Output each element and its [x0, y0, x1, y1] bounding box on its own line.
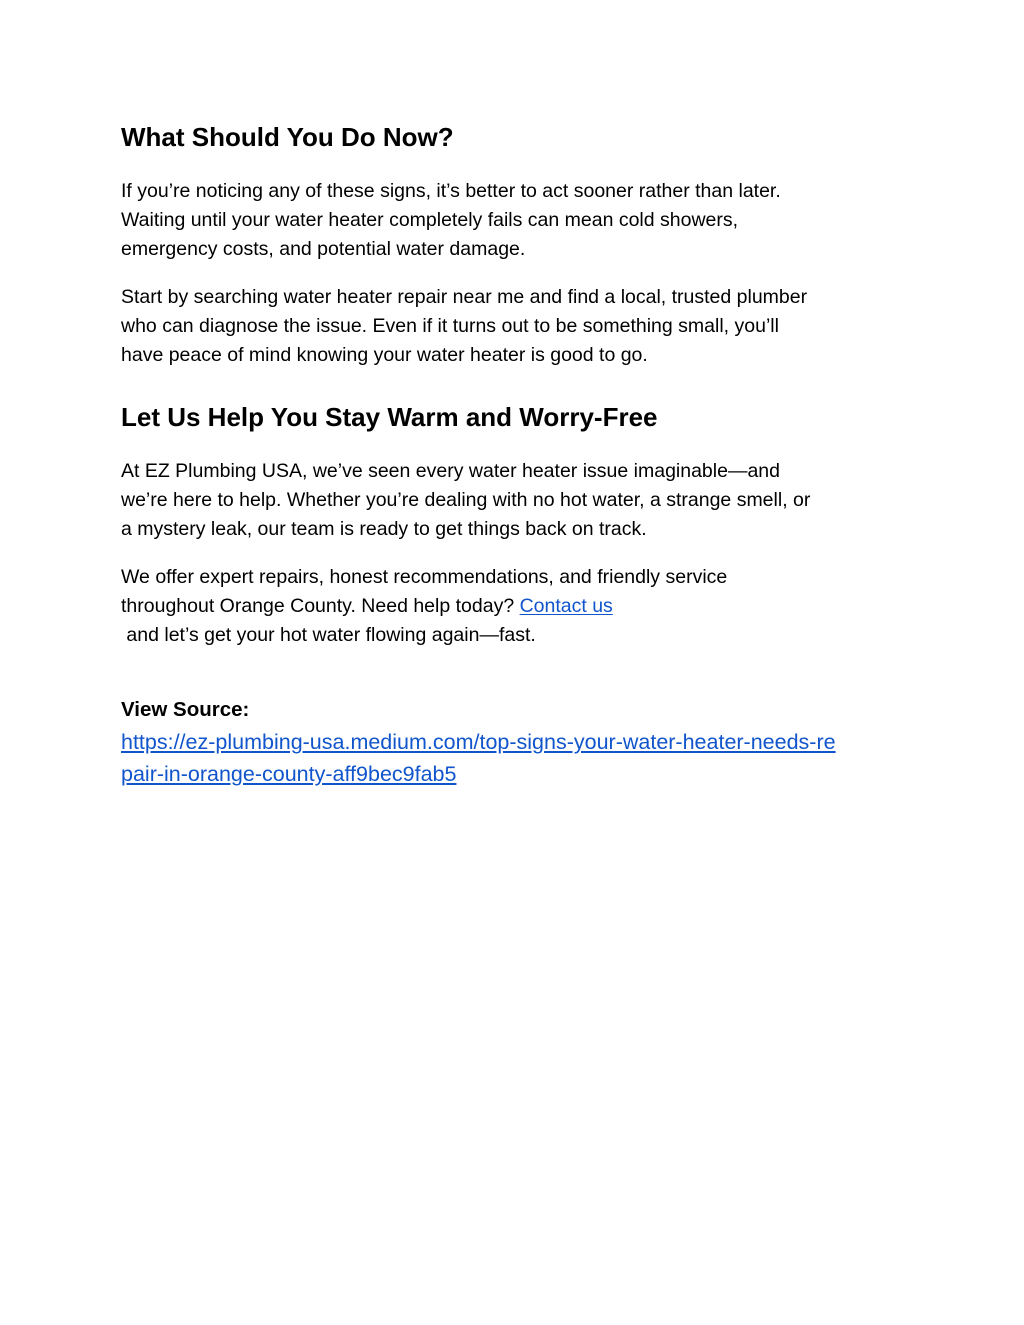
- paragraph-text: throughout Orange County. Need help today?: [121, 595, 520, 617]
- paragraph-line: have peace of mind knowing your water heater is good to go.: [121, 344, 648, 366]
- paragraph-line: If you’re noticing any of these signs, it’s better to act sooner rather than later.: [121, 180, 781, 202]
- section-heading-let-us-help: Let Us Help You Stay Warm and Worry-Free: [121, 402, 658, 432]
- paragraph-line: Waiting until your water heater completely fails can mean cold showers,: [121, 209, 739, 231]
- paragraph-line: Start by searching water heater repair near me and find a local, trusted plumber: [121, 286, 808, 308]
- source-url-line: pair-in-orange-county-aff9bec9fab5: [121, 762, 457, 786]
- source-url-line: https://ez-plumbing-usa.medium.com/top-signs-your-water-heater-needs-re: [121, 730, 836, 754]
- paragraph-about-ez-plumbing: [121, 457, 810, 544]
- paragraph-line: emergency costs, and potential water damage.: [121, 238, 526, 260]
- paragraph-line: At EZ Plumbing USA, we’ve seen every water heater issue imaginable—and: [121, 460, 780, 482]
- paragraph-line: we’re here to help. Whether you’re dealing with no hot water, a strange smell, or: [121, 489, 811, 511]
- paragraph-start-searching: [121, 283, 807, 370]
- view-source-label: View Source:: [121, 698, 250, 721]
- section-heading-what-should-you-do: What Should You Do Now?: [121, 122, 454, 152]
- paragraph-act-sooner: [121, 177, 781, 264]
- contact-us-link[interactable]: Contact us: [519, 595, 613, 617]
- paragraph-line: who can diagnose the issue. Even if it turns out to be something small, you’ll: [121, 315, 779, 337]
- paragraph-line: and let’s get your hot water flowing again—fast.: [121, 624, 536, 646]
- paragraph-line: We offer expert repairs, honest recommendations, and friendly service: [121, 566, 728, 588]
- paragraph-we-offer: [121, 563, 727, 650]
- source-url-link[interactable]: [121, 726, 836, 790]
- paragraph-line: a mystery leak, our team is ready to get things back on track.: [121, 518, 647, 540]
- paragraph-line-with-link: [121, 592, 727, 621]
